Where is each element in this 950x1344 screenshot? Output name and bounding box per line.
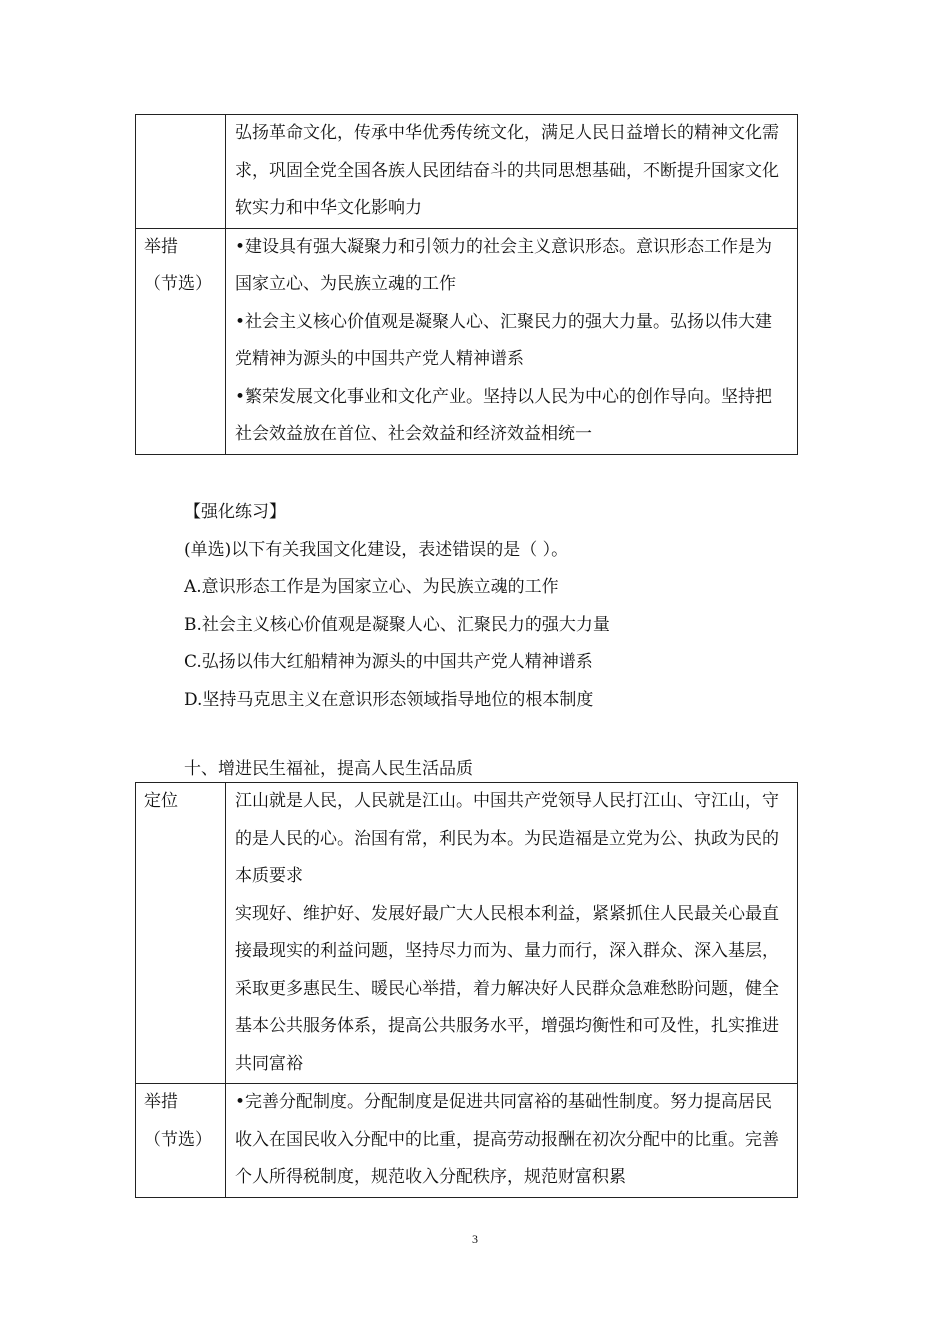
label-line: 举措	[144, 236, 178, 257]
label-line: 举措	[144, 1092, 178, 1112]
section-title: 十、增进民生福祉，提高人民生活品质	[184, 759, 473, 779]
label-line: 定位	[144, 791, 178, 811]
option-b: B.社会主义核心价值观是凝聚人心、汇聚民力的强大力量	[184, 614, 610, 635]
table-row	[136, 783, 798, 1084]
practice-question: (单选)以下有关我国文化建设，表述错误的是（ ）。	[184, 539, 569, 560]
option-a: A.意识形态工作是为国家立心、为民族立魂的工作	[184, 577, 559, 597]
paragraph: •繁荣发展文化事业和文化产业。坚持以人民为中心的创作导向。坚持把社会效益放在首位、社会效益和经济效益相统一	[235, 386, 773, 444]
row-label	[136, 783, 226, 1084]
paragraph: 实现好、维护好、发展好最广大人民根本利益，紧紧抓住人民最关心最直接最现实的利益问题，坚持尽力而为、量力而行，深入群众、深入基层，采取更多惠民生、暖民心举措，着力解决好人民群众急难愁盼问题，健全基本公共服务体系，提高公共服务水平，增强均衡性和可及性，扎实推进共同富裕	[235, 903, 779, 1074]
table-row	[136, 228, 798, 454]
paragraph: •社会主义核心价值观是凝聚人心、汇聚民力的强大力量。弘扬以伟大建党精神为源头的中国共产党人精神谱系	[235, 311, 773, 369]
row-label-empty	[136, 115, 226, 229]
table-row	[136, 1084, 798, 1198]
row-content	[226, 115, 798, 229]
option-d: D.坚持马克思主义在意识形态领域指导地位的根本制度	[184, 689, 594, 710]
livelihood-table	[135, 782, 798, 1198]
practice-heading: 【强化练习】	[184, 502, 286, 522]
paragraph: 江山就是人民，人民就是江山。中国共产党领导人民打江山、守江山，守的是人民的心。治国有常，利民为本。为民造福是立党为公、执政为民的本质要求	[235, 791, 779, 886]
table-row	[136, 115, 798, 229]
option-c: C.弘扬以伟大红船精神为源头的中国共产党人精神谱系	[184, 652, 593, 672]
row-content	[226, 783, 798, 1084]
row-content	[226, 1084, 798, 1198]
page-number: 3	[472, 1232, 478, 1246]
practice-section	[184, 494, 610, 719]
label-line: （节选）	[144, 274, 212, 294]
row-label	[136, 228, 226, 454]
label-line: （节选）	[144, 1129, 212, 1150]
row-content	[226, 228, 798, 454]
row-label	[136, 1084, 226, 1198]
paragraph: •完善分配制度。分配制度是促进共同富裕的基础性制度。努力提高居民收入在国民收入分配中的比重，提高劳动报酬在初次分配中的比重。完善个人所得税制度，规范收入分配秩序，规范财富积累	[235, 1092, 779, 1187]
paragraph: 弘扬革命文化，传承中华优秀传统文化，满足人民日益增长的精神文化需求，巩固全党全国各族人民团结奋斗的共同思想基础，不断提升国家文化软实力和中华文化影响力	[235, 123, 779, 218]
culture-table	[135, 114, 798, 455]
paragraph: •建设具有强大凝聚力和引领力的社会主义意识形态。意识形态工作是为国家立心、为民族立魂的工作	[235, 236, 773, 294]
